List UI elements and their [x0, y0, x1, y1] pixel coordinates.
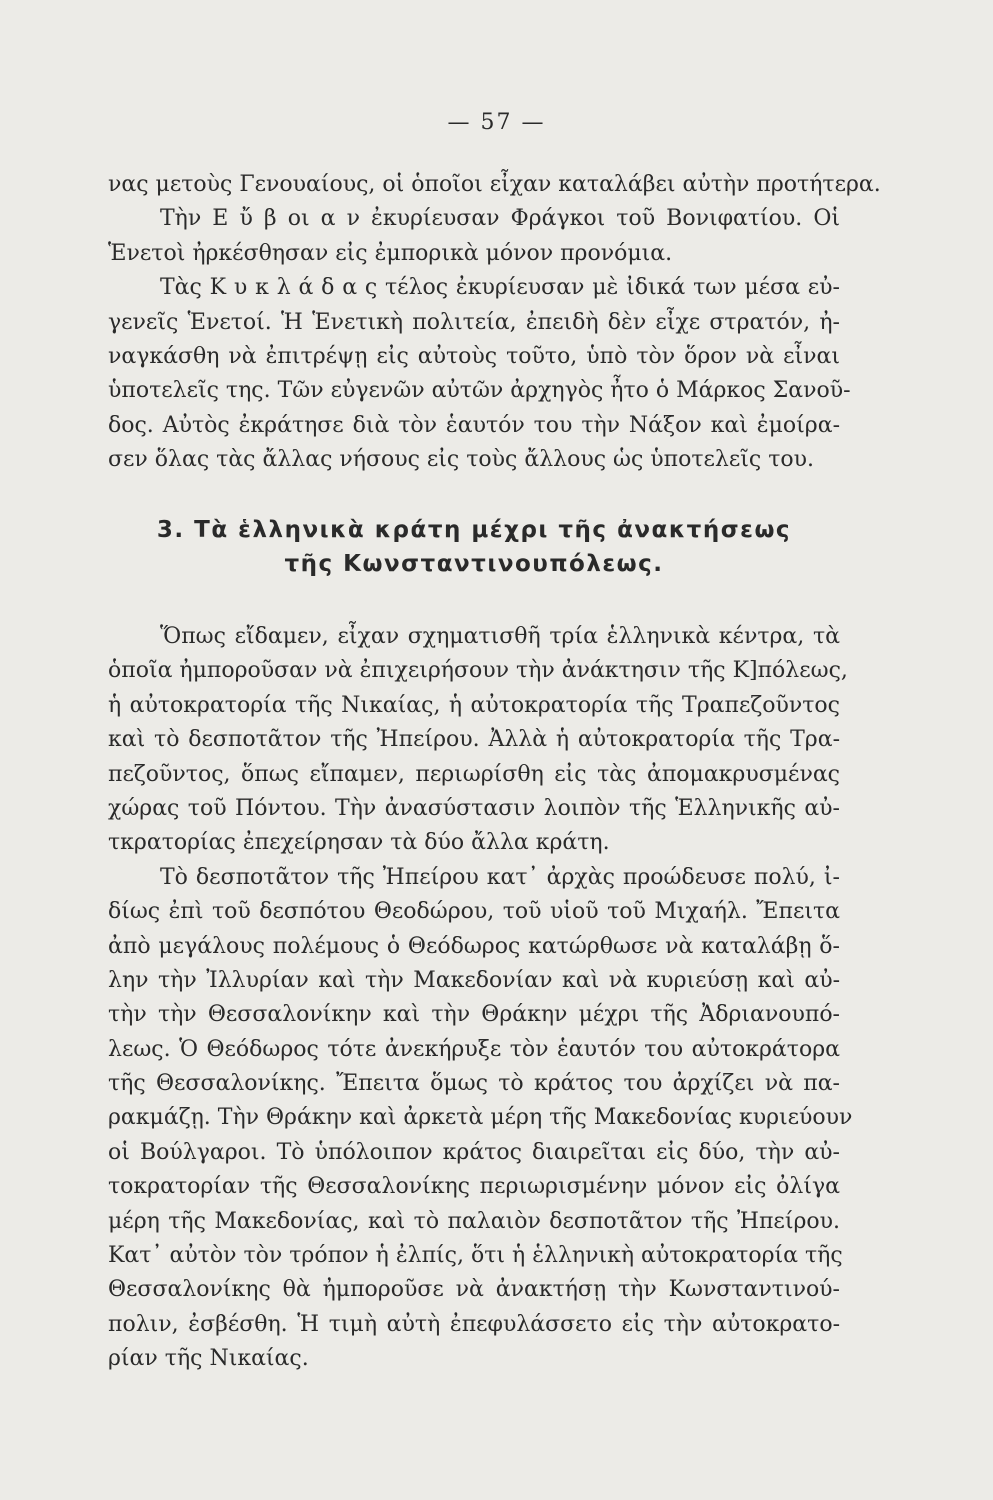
text-line: γενεῖς Ἑνετοί. Ἡ Ἑνετικὴ πολιτεία, ἐπειδὴ δὲν εἶχε στρατόν, ἠ-: [108, 309, 840, 335]
text-line: καὶ τὸ δεσποτᾶτον τῆς Ἠπείρου. Ἀλλὰ ἡ αὐτοκρατορία τῆς Τρα-: [108, 727, 840, 753]
text-line: λην τὴν Ἰλλυρίαν καὶ τὴν Μακεδονίαν καὶ νὰ κυριεύσῃ καὶ αὐ-: [108, 967, 840, 993]
text-line: τὴν τὴν Θεσσαλονίκην καὶ τὴν Θράκην μέχρι τῆς Ἀδριανουπό-: [108, 1002, 840, 1028]
text-line: Ἑνετοὶ ἠρκέσθησαν εἰς ἐμπορικὰ μόνον προνόμια.: [108, 240, 673, 266]
page-number: — 57 —: [447, 110, 546, 135]
text-line: Τὰς Κ υ κ λ ά δ α ς τέλος ἐκυρίευσαν μὲ ἰδικά των μέσα εὐ-: [160, 275, 840, 301]
paragraph-block-2: [108, 620, 853, 1377]
text-line: ρίαν τῆς Νικαίας.: [108, 1346, 309, 1372]
text-line: τκρατορίας ἐπεχείρησαν τὰ δύο ἄλλα κράτη.: [108, 830, 610, 856]
text-line: ρακμάζῃ. Τὴν Θράκην καὶ ἀρκετὰ μέρη τῆς Μακεδονίας κυριεύουν: [108, 1105, 853, 1131]
section-heading-line-1: 3. Τὰ ἑλληνικὰ κράτη μέχρι τῆς ἀνακτήσεως: [156, 517, 792, 543]
text-line: πεζοῦντος, ὅπως εἴπαμεν, περιωρίσθη εἰς τὰς ἀπομακρυσμένας: [108, 761, 840, 787]
text-line: μέρη τῆς Μακεδονίας, καὶ τὸ παλαιὸν δεσποτᾶτον τῆς Ἠπείρου.: [108, 1208, 840, 1234]
section-heading-line-2: τῆς Κωνσταντινουπόλεως.: [284, 551, 664, 577]
text-line: δος. Αὐτὸς ἐκράτησε διὰ τὸν ἑαυτόν του τὴν Νάξον καὶ ἐμοίρα-: [108, 412, 840, 438]
text-line: Τὴν Ε ὔ β οι α ν ἐκυρίευσαν Φράγκοι τοῦ Βονιφατίου. Οἱ: [160, 206, 840, 232]
text-line: ὁποῖα ἠμποροῦσαν νὰ ἐπιχειρήσουν τὴν ἀνάκτησιν τῆς Κ]πόλεως,: [108, 658, 848, 684]
text-line: Ὅπως εἴδαμεν, εἶχαν σχηματισθῆ τρία ἑλληνικὰ κέντρα, τὰ: [160, 624, 840, 649]
text-line: τῆς Θεσσαλονίκης. Ἔπειτα ὅμως τὸ κράτος του ἀρχίζει νὰ πα-: [108, 1071, 840, 1097]
text-line: ναγκάσθη νὰ ἐπιτρέψῃ εἰς αὐτοὺς τοῦτο, ὑπὸ τὸν ὅρον νὰ εἶναι: [108, 343, 840, 369]
text-line: ὑποτελεῖς της. Τῶν εὐγενῶν αὐτῶν ἀρχηγὸς ἦτο ὁ Μάρκος Σανοῦ-: [108, 378, 851, 404]
text-line: ἀπὸ μεγάλους πολέμους ὁ Θεόδωρος κατώρθωσε νὰ καταλάβῃ ὅ-: [108, 933, 840, 959]
text-line: σεν ὅλας τὰς ἄλλας νήσους εἰς τοὺς ἄλλους ὡς ὑποτελεῖς του.: [108, 447, 814, 473]
text-line: χώρας τοῦ Πόντου. Τὴν ἀνασύστασιν λοιπὸν τῆς Ἑλληνικῆς αὐ-: [108, 795, 840, 821]
text-line: λεως. Ὁ Θεόδωρος τότε ἀνεκήρυξε τὸν ἑαυτόν του αὐτοκράτορα: [108, 1036, 840, 1062]
section-heading: [108, 513, 840, 581]
text-line: δίως ἐπὶ τοῦ δεσπότου Θεοδώρου, τοῦ υἱοῦ τοῦ Μιχαήλ. Ἔπειτα: [108, 899, 840, 925]
text-line: οἱ Βούλγαροι. Τὸ ὑπόλοιπον κράτος διαιρεῖται εἰς δύο, τὴν αὐ-: [108, 1139, 840, 1165]
text-line: νας μετοὺς Γενουαίους, οἱ ὁποῖοι εἶχαν καταλάβει αὐτὴν προτήτερα.: [108, 172, 881, 197]
text-line: Θεσσαλονίκης θὰ ἠμποροῦσε νὰ ἀνακτήσῃ τὴν Κωνσταντινού-: [108, 1277, 840, 1303]
text-line: ἡ αὐτοκρατορία τῆς Νικαίας, ἡ αὐτοκρατορία τῆς Τραπεζοῦντος: [108, 692, 840, 718]
text-line: Τὸ δεσποτᾶτον τῆς Ἠπείρου κατ᾽ ἀρχὰς προώδευσε πολύ, ἰ-: [160, 864, 840, 890]
paragraph-block-1: [108, 168, 881, 478]
text-line: πολιν, ἐσβέσθη. Ἡ τιμὴ αὐτὴ ἐπεφυλάσσετο εἰς τὴν αὐτοκρατο-: [108, 1311, 840, 1337]
text-line: τοκρατορίαν τῆς Θεσσαλονίκης περιωρισμένην μόνον εἰς ὀλίγα: [108, 1174, 840, 1200]
text-line: Κατ᾽ αὐτὸν τὸν τρόπον ἡ ἐλπίς, ὅτι ἡ ἑλληνικὴ αὐτοκρατορία τῆς: [108, 1243, 843, 1269]
